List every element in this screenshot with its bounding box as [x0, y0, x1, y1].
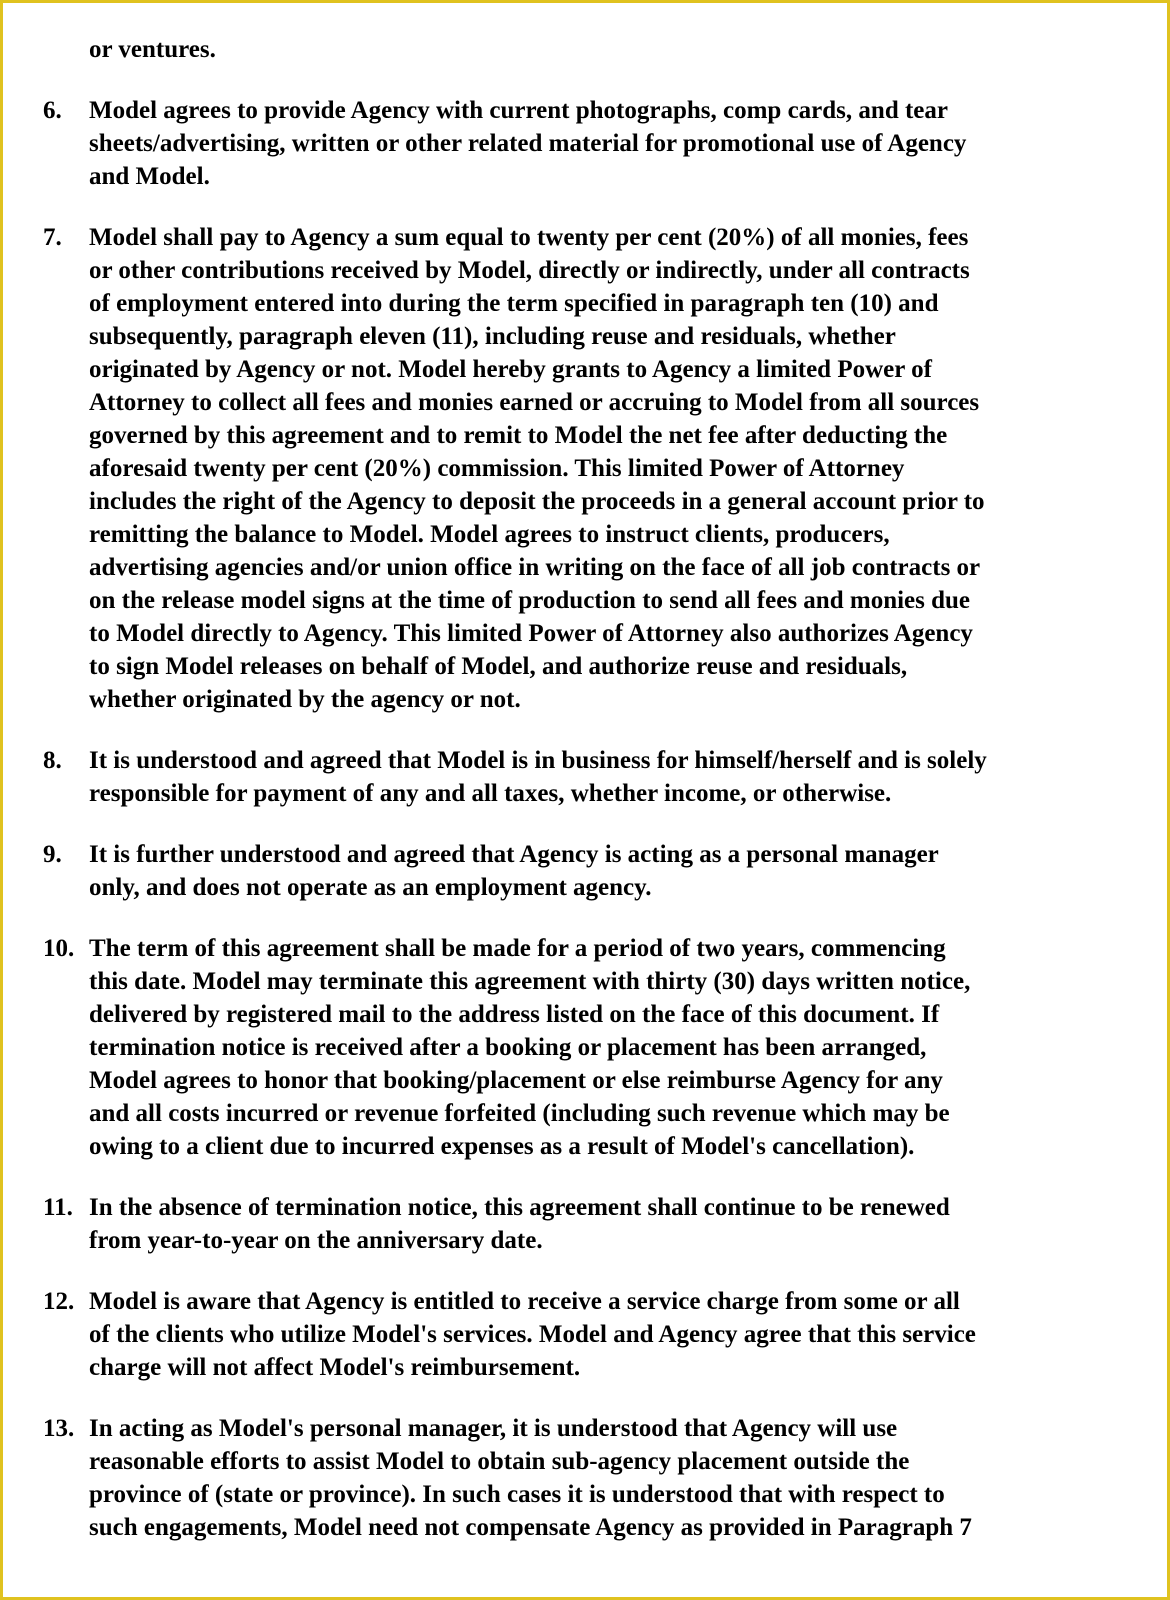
text-line: It is understood and agreed that Model is in business for himself/herself and is solely — [89, 747, 987, 774]
clause-text — [89, 932, 1123, 1163]
text-line: owing to a client due to incurred expenses as a result of Model's cancellation). — [89, 1133, 915, 1160]
clause-8 — [43, 744, 1123, 810]
clause-number: 12. — [43, 1288, 75, 1315]
continued-line: or ventures. — [89, 36, 216, 63]
text-line: aforesaid twenty per cent (20%) commission. This limited Power of Attorney — [89, 455, 905, 482]
text-line: delivered by registered mail to the address listed on the face of this document. If — [89, 1001, 940, 1028]
text-line: Model shall pay to Agency a sum equal to twenty per cent (20%) of all monies, fees — [89, 224, 969, 251]
clause-7 — [43, 221, 1123, 716]
text-line: on the release model signs at the time of production to send all fees and monies due — [89, 587, 971, 614]
text-line: reasonable efforts to assist Model to obtain sub-agency placement outside the — [89, 1448, 910, 1475]
text-line: province of (state or province). In such cases it is understood that with respect to — [89, 1481, 945, 1508]
text-line: The term of this agreement shall be made for a period of two years, commencing — [89, 935, 946, 962]
text-line: this date. Model may terminate this agreement with thirty (30) days written notice, — [89, 968, 971, 995]
text-line: In acting as Model's personal manager, it is understood that Agency will use — [89, 1415, 898, 1442]
clause-text — [89, 1191, 1123, 1257]
text-line: Model is aware that Agency is entitled to receive a service charge from some or all — [89, 1288, 960, 1315]
clause-text — [89, 1412, 1123, 1544]
clause-text — [89, 221, 1123, 716]
text-line: and Model. — [89, 163, 210, 190]
text-line: responsible for payment of any and all taxes, whether income, or otherwise. — [89, 780, 892, 807]
text-line: whether originated by the agency or not. — [89, 686, 521, 713]
contract-text — [43, 33, 1123, 1544]
text-line: includes the right of the Agency to deposit the proceeds in a general account prior to — [89, 488, 985, 515]
clause-text — [89, 744, 1123, 810]
text-line: to Model directly to Agency. This limited Power of Attorney also authorizes Agency — [89, 620, 973, 647]
clause-number: 10. — [43, 935, 75, 962]
text-line: advertising agencies and/or union office in writing on the face of all job contracts or — [89, 554, 981, 581]
clause-9 — [43, 838, 1123, 904]
clause-list — [43, 94, 1123, 1544]
clause-text — [89, 94, 1123, 193]
text-line: originated by Agency or not. Model hereby grants to Agency a limited Power of — [89, 356, 932, 383]
text-line: It is further understood and agreed that Agency is acting as a personal manager — [89, 841, 939, 868]
text-line: termination notice is received after a booking or placement has been arranged, — [89, 1034, 927, 1061]
text-line: such engagements, Model need not compensate Agency as provided in Paragraph 7 — [89, 1514, 972, 1541]
text-line: sheets/advertising, written or other related material for promotional use of Agency — [89, 130, 967, 157]
text-line: to sign Model releases on behalf of Model, and authorize reuse and residuals, — [89, 653, 908, 680]
clause-10 — [43, 932, 1123, 1163]
text-line: and all costs incurred or revenue forfeited (including such revenue which may be — [89, 1100, 950, 1127]
text-line: subsequently, paragraph eleven (11), including reuse and residuals, whether — [89, 323, 896, 350]
clause-number: 9. — [43, 841, 62, 868]
clause-text — [89, 838, 1123, 904]
clause-11 — [43, 1191, 1123, 1257]
clause-number: 7. — [43, 224, 62, 251]
text-line: remitting the balance to Model. Model agrees to instruct clients, producers, — [89, 521, 890, 548]
clause-text — [89, 1285, 1123, 1384]
text-line: Attorney to collect all fees and monies earned or accruing to Model from all sources — [89, 389, 980, 416]
clause-number: 11. — [43, 1194, 73, 1221]
text-line: In the absence of termination notice, this agreement shall continue to be renewed — [89, 1194, 950, 1221]
text-line: of employment entered into during the term specified in paragraph ten (10) and — [89, 290, 939, 317]
text-line: only, and does not operate as an employment agency. — [89, 874, 652, 901]
text-line: or other contributions received by Model, directly or indirectly, under all contracts — [89, 257, 970, 284]
clause-12 — [43, 1285, 1123, 1384]
text-line: from year-to-year on the anniversary date. — [89, 1227, 543, 1254]
clause-number: 6. — [43, 97, 62, 124]
clause-number: 13. — [43, 1415, 75, 1442]
text-line: Model agrees to provide Agency with current photographs, comp cards, and tear — [89, 97, 948, 124]
text-line: of the clients who utilize Model's services. Model and Agency agree that this service — [89, 1321, 976, 1348]
text-line: governed by this agreement and to remit to Model the net fee after deducting the — [89, 422, 948, 449]
clause-13 — [43, 1412, 1123, 1544]
text-line: Model agrees to honor that booking/placement or else reimburse Agency for any — [89, 1067, 943, 1094]
clause-number: 8. — [43, 747, 62, 774]
text-line: charge will not affect Model's reimbursement. — [89, 1354, 581, 1381]
clause-6 — [43, 94, 1123, 193]
